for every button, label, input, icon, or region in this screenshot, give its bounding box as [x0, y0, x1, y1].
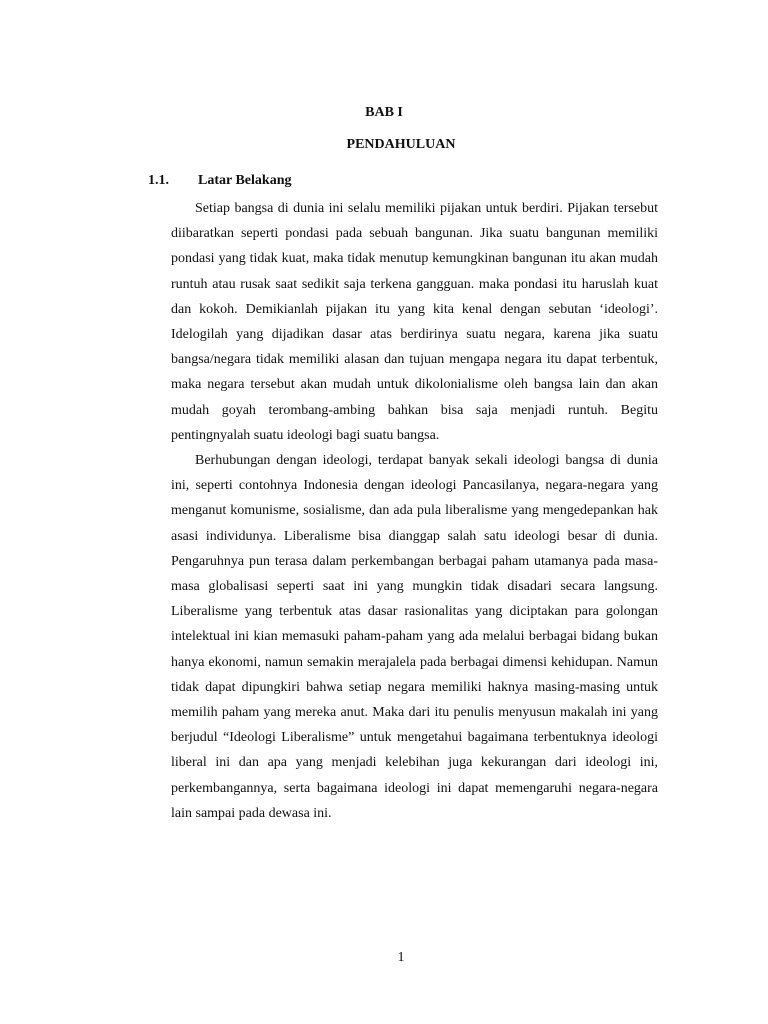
page-number: 1: [397, 950, 405, 965]
paragraph: Setiap bangsa di dunia ini selalu memiliki pijakan untuk berdiri. Pijakan tersebut diibaratkan seperti pondasi pada sebuah bangunan. Jika suatu bangunan memiliki pondasi yang tidak kuat, maka tidak menutup kemungkinan bangunan itu akan mudah runtuh atau rusak saat sedikit saja terkena gangguan. maka pondasi itu haruslah kuat dan kokoh. Demikianlah pijakan itu yang kita kenal dengan sebutan ‘ideologi’. Idelogilah yang dijadikan dasar atas berdirinya suatu negara, karena jika suatu bangsa/negara tidak memiliki alasan dan tujuan mengapa negara itu dapat terbentuk, maka negara tersebut akan mudah untuk dikolonialisme oleh bangsa lain dan akan mudah goyah terombang-ambing bahkan bisa saja menjadi runtuh. Begitu pentingnyalah suatu ideologi bagi suatu bangsa.: [171, 201, 658, 443]
section-title: Latar Belakang: [198, 173, 292, 188]
body-text: [171, 196, 658, 826]
chapter-number: BAB I: [365, 105, 403, 120]
section-number: 1.1.: [148, 173, 169, 188]
section-heading: [148, 173, 291, 189]
chapter-title: PENDAHULUAN: [346, 137, 456, 152]
paragraph: Berhubungan dengan ideologi, terdapat banyak sekali ideologi bangsa di dunia ini, seperti contohnya Indonesia dengan ideologi Pancasilanya, negara-negara yang menganut komunisme, sosialisme, dan ada pula liberalisme yang mengedepankan hak asasi individunya. Liberalisme bisa dianggap salah satu ideologi besar di dunia. Pengaruhnya pun terasa dalam perkembangan berbagai paham utamanya pada masa-masa globalisasi seperti saat ini yang mungkin tidak disadari secara langsung. Liberalisme yang terbentuk atas dasar rasionalitas yang diciptakan para golongan intelektual ini kian memasuki paham-paham yang ada melalui berbagai bidang bukan hanya ekonomi, namun semakin merajalela pada berbagai dimensi kehidupan. Namun tidak dapat dipungkiri bahwa setiap negara memiliki haknya masing-masing untuk memilih paham yang mereka anut. Maka dari itu penulis menyusun makalah ini yang berjudul “Ideologi Liberalisme” untuk mengetahui bagaimana terbentuknya ideologi liberal ini dan apa yang menjadi kelebihan juga kekurangan dari ideologi ini, perkembangannya, serta bagaimana ideologi ini dapat memengaruhi negara-negara lain sampai pada dewasa ini.: [171, 453, 658, 821]
